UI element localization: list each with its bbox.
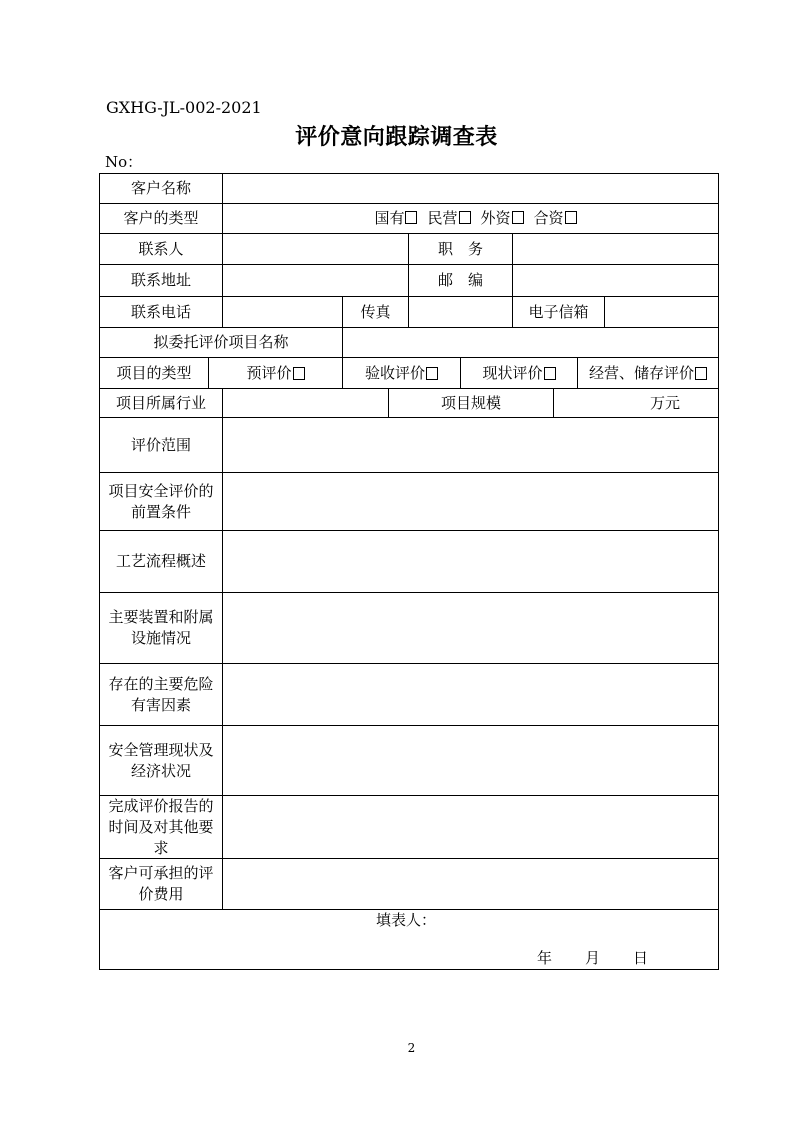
date-year-label: 年	[537, 949, 553, 967]
client-type-option	[534, 208, 577, 229]
date-month-label: 月	[585, 949, 601, 967]
preconditions-field[interactable]	[223, 473, 718, 530]
checkbox[interactable]	[459, 211, 471, 224]
option-label: 预评价	[246, 363, 292, 382]
position-label: 职 务	[437, 239, 483, 258]
industry-field[interactable]	[223, 389, 388, 417]
phone-label: 联系电话	[130, 302, 191, 321]
contact-person-label: 联系人	[138, 239, 184, 258]
fee-label: 客户可承担的评价费用	[108, 864, 214, 903]
filler-label: 填表人：	[376, 911, 437, 929]
facilities-field[interactable]	[223, 593, 718, 663]
preconditions-label: 项目安全评价的前置条件	[108, 481, 214, 521]
client-type-label: 客户的类型	[123, 209, 199, 227]
contact-person-field[interactable]	[223, 234, 408, 264]
checkbox[interactable]	[565, 211, 577, 224]
project-type-label: 项目的类型	[116, 363, 192, 382]
option-label: 国有	[374, 209, 405, 227]
client-type-option	[374, 208, 417, 229]
process-overview-field[interactable]	[223, 531, 718, 592]
phone-field[interactable]	[223, 297, 342, 327]
scope-label: 评价范围	[130, 435, 191, 454]
position-field[interactable]	[513, 234, 718, 264]
checkbox[interactable]	[512, 211, 524, 224]
checkbox[interactable]	[426, 367, 438, 380]
contact-address-field[interactable]	[223, 265, 408, 296]
option-label: 经营、储存评价	[588, 363, 694, 382]
option-label: 合资	[533, 209, 564, 227]
scale-field[interactable]	[554, 389, 718, 417]
email-label: 电子信箱	[528, 302, 589, 321]
page-title: 评价意向跟踪调查表	[295, 124, 498, 150]
project-type-option	[461, 358, 577, 388]
scale-label: 项目规模	[440, 393, 501, 412]
checkbox[interactable]	[544, 367, 556, 380]
contact-address-label: 联系地址	[130, 271, 191, 289]
fee-field[interactable]	[223, 859, 718, 909]
project-name-field[interactable]	[343, 328, 718, 357]
checkbox[interactable]	[695, 367, 707, 380]
postcode-field[interactable]	[513, 265, 718, 296]
scope-field[interactable]	[223, 418, 718, 472]
hazards-label: 存在的主要危险有害因素	[108, 674, 214, 714]
safety-management-label: 安全管理现状及经济状况	[108, 740, 214, 780]
facilities-label: 主要装置和附属设施情况	[108, 608, 214, 647]
client-type-option	[427, 208, 470, 229]
fax-field[interactable]	[409, 297, 512, 327]
option-label: 现状评价	[482, 363, 543, 382]
industry-label: 项目所属行业	[115, 393, 206, 412]
project-type-option	[209, 358, 342, 388]
table-rule	[718, 173, 719, 970]
hazards-field[interactable]	[223, 664, 718, 725]
project-name-label: 拟委托评价项目名称	[153, 333, 289, 351]
client-name-label: 客户名称	[130, 179, 191, 197]
option-label: 验收评价	[364, 363, 425, 382]
project-type-option	[343, 358, 460, 388]
report-time-label: 完成评价报告的时间及对其他要求	[108, 796, 214, 857]
safety-management-field[interactable]	[223, 726, 718, 795]
project-type-option	[578, 358, 718, 388]
document-code: GXHG-JL-002-2021	[106, 98, 262, 117]
option-label: 外资	[480, 209, 511, 227]
scale-unit: 万元	[649, 393, 680, 412]
report-time-field[interactable]	[223, 796, 718, 858]
postcode-label: 邮 编	[437, 271, 483, 289]
page-number: 2	[407, 1041, 416, 1055]
checkbox[interactable]	[293, 367, 305, 380]
fax-label: 传真	[360, 302, 391, 321]
checkbox[interactable]	[405, 211, 417, 224]
client-name-field[interactable]	[223, 174, 718, 203]
serial-number-label: No：	[105, 153, 143, 171]
client-type-options	[223, 204, 718, 233]
client-type-option	[481, 208, 524, 229]
email-field[interactable]	[605, 297, 718, 327]
date-day-label: 日	[633, 949, 649, 967]
table-rule	[99, 969, 719, 970]
process-overview-label: 工艺流程概述	[115, 552, 206, 570]
option-label: 民营	[427, 209, 458, 227]
